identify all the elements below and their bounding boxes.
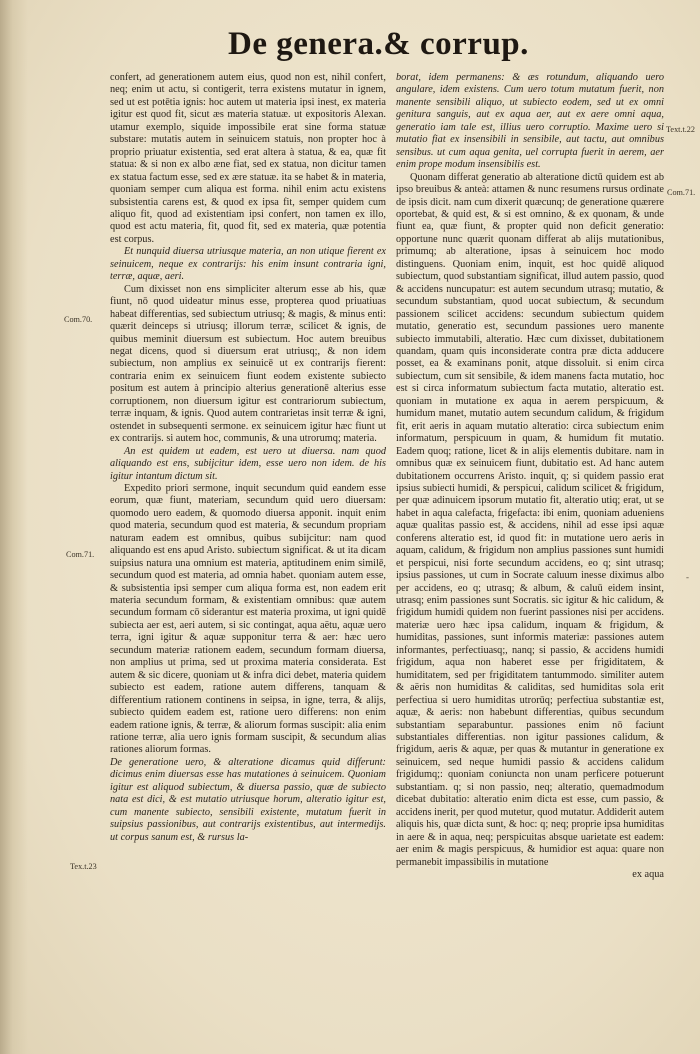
page-fold-shadow [0, 0, 28, 1054]
paragraph: confert, ad generationem autem eius, quod non est, nihil confert, neq; enim ut actu, si contigerit, terra existens mutatur in ignem, sed ut est potētia ignis: hoc autem ut materia ipsi inest, ex materia igitur est quod fit, sicut æs materia statuæ. ut expositoris Alexan. utamur exemplo, siquide impossibile erat sine forma statuæ substare: mutatis autem in seinuicem statuis, non propter hoc à proprio priuatur existentia, sed erat altera à statua, & ea, quæ fit statua: & si non ex albo æne fiat, sed ex statua, non dicitur tamen ex statua factum esse, sed ex ære statuæ. ita se habet & in materia, quoniam semper cum aliqua est forma. nihil enim actu existens subsistentia carens est, & quod ex ipsa fit, semper quidem cum aliquo fit, quod ad existentiam ipsi confert, non tamen ex illo, quod est actu materia, fit, quod fit, sed ex materia, quæ potentia est corpus. [110, 72, 386, 245]
margin-note-left: Com.71. [66, 550, 95, 559]
margin-note-right: Text.t.22 [666, 125, 695, 134]
right-text-column [396, 72, 664, 881]
paragraph: Quonam differat generatio ab alteratione dictū quidem est ab ipso breuibus & anteà: attamen & nunc resumens rursus ordinate de ipsis dicit. nam cum dixerit quæcunq; de generatione quærere oportebat, & quid est, & si est omnino, & ex quonam, & unde fiunt ea, quæ fiunt, & propter quid non deficit generatio: opportune nunc quærit quonam differat ab alijs mutationibus, primumq; ab alteratione, ipsas à seinuicem hoc modo distinguens. Quoniam enim, inquit, est hoc quidē aliquod subiectum, quod substantiam significat, illud autem passio, quod & accidens nuncupatur: est autem secundum utrasq; mutatio, & secundum substantiam, quod uocat subiectum, & secundum passionem scilicet accidens: secundum subiectum quidem mutatio, generatio est, secundum passiones uero manente subiecto immutabili, alteratio. Hæc cum dixisset, dubitationem quandam, quam quis inconsiderate contra præ dicta adducere posset, ea & examinans ponit, atque dissoluit. si enim circa subiectum, cum sit sensibile, & idem manens facta mutatio, hoc est si circa informatum subiectum facta mutatio, alteratio est. quoniam in mutatione ex aqua in aerem perspicuum, & humidum manet, mutatio autem secundum calidum, & frigidum fit, erit aeris in aquam mutatio alteratio: circa subiectum enim informatum, perspicuum in quam, & humidum fit mutatio. Eadem quoq; ratione, licet & in alijs elementis dubitare. nam in omnibus quæ ex seinuicem fiunt, dubitatio est. Ad hanc autem dubitationem occurrens Aristo. inquit, q; si quidem passio erat ipsius subiecti humidi, & perspicui, calidum scilicet & frigidum, per quæ adinuicem ipsorum mutatio fit, alteratio utiq; erat, ut se habet in aqua calefacta, frigefacta: ibi enim, quoniam adueniens aquæ qualitas passio est, & accidens, nihil ad esse ipsi aquæ conferens alteratio est, id quod fit: in mutatione uero aeris in aquam, calidum, & frigidum non amplius passiones sunt humidi et perspicui, nisi forte secundum accidens, eo q; sint utrasq; ipsius passiones, ut cum in Socrate caluum inesse diximus albo per accidens, eo q; utrasq; & album, & caluū eidem insint, utrasq; enim passiones sunt Socratis. sic igitur & hic calidum, & frigidum humidi quidem non fuerint passiones nisi per accidens. materiæ uero hæc ipsa calidum, inquam & frigidum, & humiditas, passiones, sunt informis materiæ: passiones autem informantes, perfectiuasq;, nanq; si passio, & accidens humidi frigidum, aqua non haberet esse per frigiditatem, & humiditatem, sed per frigiditatem tantummodo. similiter autem & aëris non humiditas & caliditas, sed humiditas sola erit perfectiua si uero humiditas utrorūq; perfectiua substantiæ est, aquæ, & aeris: non habebunt differentias, quibus secundum substantiam separabuntur. passiones enim nō faciunt substantiales differentias. non igitur passiones calidum, & frigidum, aeris & aquæ, per quas & mutantur in generatione ex seinuicem, sed neque humidi passio & accidens calidum frigidumq;: quoniam coniuncta non unam perficere potuerunt substantiam. q; si non passio, neq; alteratio, quemadmodum dicebat dubitatio: alteratio enim dicta est esse, cum passio, & accidens inerit, per quod mutetur, quod mutatur. Addiderit autem aliquis his, quæ dicta sunt, & hoc: q; neq; proprie ipsa humiditas in aere & in aqua, neq; perspicuitas absque uarietate est eadem: aer enim & magis perspicuus, & humidior est aqua: quare non permanebit impassibilis in mutatione [396, 171, 664, 868]
italic-lemma: De generatione uero, & alteratione dicamus quid differunt: dicimus enim diuersas esse has mutationes à seinuicem. Quoniam igitur est aliquod subiectum, & diuersa passio, quæ de subiecto nata est dici, & est mutatio utriusque horum, alteratio igitur est, cum manente subiecto, sensibili existente, mutatum fuerit in suipsius passionibus, aut contrarijs existentibus, aut intermedijs. ut corpus sanum est, & rursus la- [110, 756, 386, 843]
paragraph: Cum dixisset non ens simpliciter alterum esse ab his, quæ fiunt, nō quod uideatur minus esse, propterea quod priuatiuas habeat differentias, sed subiectum utriusq; & magis, & minus enti: quærit deinceps si utriusq; illorum terræ, scilicet & ignis, de quibus meminit diuersum est subiectum. Hoc autem breuibus negat dicens, quod si diuersum erat utriusq;, & non idem subiectum, non amplius ex seinuicē ut ex contrarijs fierent: contraria enim ex seinuicem fiunt eodem existente subiecto positum est autem à principio alterius generationē alterius esse corruptionem, non diuersum igitur est contrariorum subiectum, terræ inquam, & ignis. Quod autem contrarietas insit terræ & igni, ostendet in subsequenti sermone. ex seinuicem igitur hæc fiunt ut ex contrarijs. si autem hoc, communis, & una utrorumq; materia. [110, 283, 386, 445]
italic-lemma: An est quidem ut eadem, est uero ut diuersa. nam quod aliquando est ens, subijcitur idem, esse uero non idem. de his igitur intantum dictum sit. [110, 445, 386, 482]
margin-note-left: Tex.t.23 [70, 862, 97, 871]
running-header: De genera.& corrup. [228, 26, 529, 62]
paragraph: Expedito priori sermone, inquit secundum quid eandem esse eorum, quæ fiunt, materiam, secundum quid uero diuersam: quomodo uero eadem, & quomodo diuersa apponit. inquit enim quod materia, secundum quod est materia, & secundum propriam naturam eadem est omnibus, quibus subijcitur: nam quod aliquando est ens apud Aristo. subiectum significat. & ut ita dicam suipsius natura una omnium est materia, aptitudinem enim similē, secundum quod est materia, ad omnia habet. quoniam autem esse, & subsistentia ipsi semper cum aliqua forma est, non eadem erit materia secundum formam, & existentiam omnibus: quæ autem secundum formam cō siderantur est materia proxima, ut igni quidē subiecta aer est, aeri autem, si sic contingat, aqua aëtu, aquæ uero terra, igni igitur & aquæ supponitur terra & aer: hæc uero secundum materiæ rationem eadem, secundum formam diuersa, non amplius ut prima, sed ut proxima materia considerata. Est autem & sic dicere, quoniam ut & infra dici debet, materia quidem subiecto est eadem, ratione autem differens, tanquam & differentium rationem continens in seipsa, in igne, terra, & alijs, subiecto quidem eadem est, ratione uero differens: non enim eadem ratione ignis, & terræ, & aliorum formas suscipit: alia enim ratione terræ, alia uero ignis formam suscipit, & secundum alias rationes aliorum formas. [110, 482, 386, 756]
italic-lemma: borat, idem permanens: & æs rotundum, aliquando uero angulare, idem existens. Cum uero totum mutatum fuerit, non manente sensibili aliquo, ut subiecto eodem, sed ut ex omni genitura sanguis, aut ex aqua aer, aut ex aere omni aqua, generatio iam tale est, illius uero corruptio. Maxime uero si mutatio fiat ex insensibili in sensibile, aut tactu, aut omnibus sensibus. ut cum aqua genita, uel corrupta fuerit in aerem, aer enim prope modum insensibilis est. [396, 72, 664, 171]
margin-note-left: Com.70. [64, 315, 93, 324]
italic-lemma: Et nunquid diuersa utriusque materia, an non utique fierent ex seinuicem, neque ex contrarijs: his enim insunt contraria igni, terræ, aquæ, aeri. [110, 246, 386, 283]
left-text-column [110, 72, 386, 844]
margin-note-right: Com.71. [667, 188, 696, 197]
catchword: ex aqua [632, 869, 664, 880]
margin-mark: - [686, 572, 689, 582]
